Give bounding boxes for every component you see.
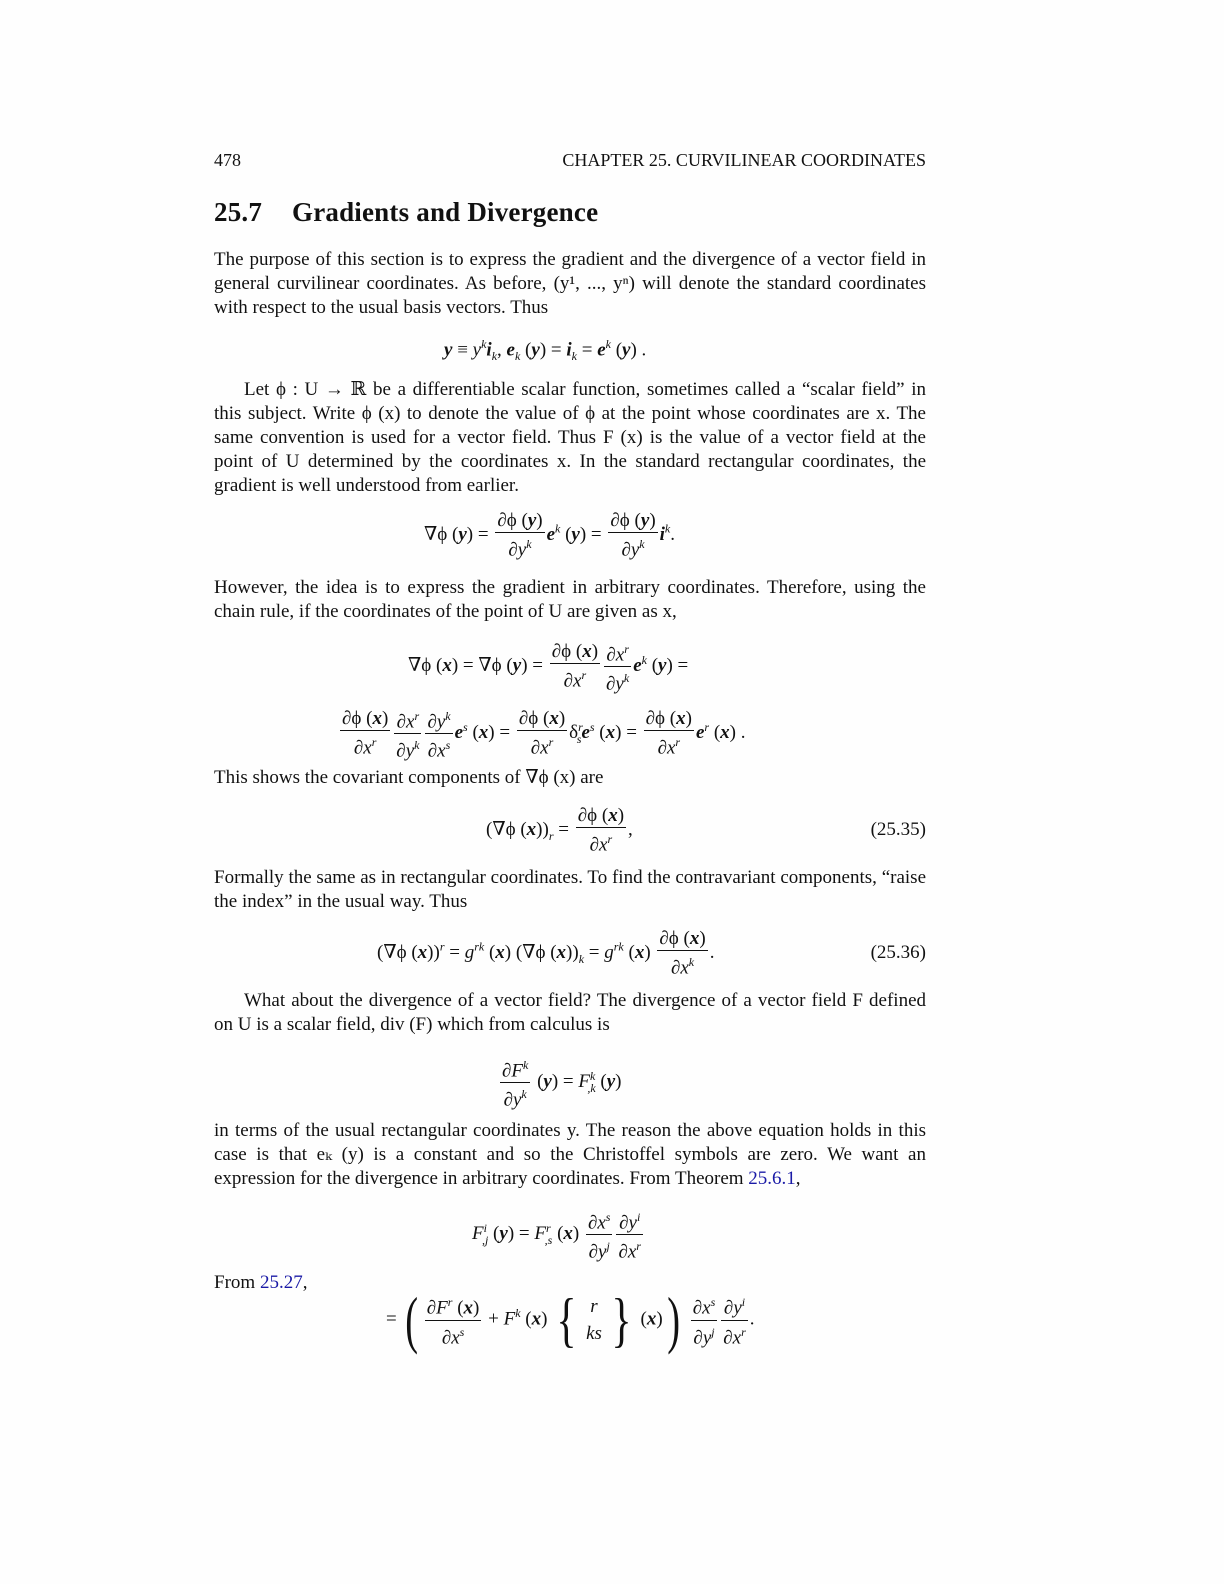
equation-covariant-components: (∇ϕ $(x))_r$ = $\frac{\partial\phi (x)}{\partial x^r}$ ,	[486, 805, 633, 856]
running-title: CHAPTER 25. CURVILINEAR COORDINATES	[562, 150, 926, 170]
equation-divergence-transform: $F^i_{,j}$ $(y) = F^r_{,s}$ (x) $\frac{\partial x^s}{\partial y^j}$ $\frac{\partial y^i}{\partial x^r}$	[472, 1210, 641, 1263]
paragraph-intro: The purpose of this section is to express the gradient and the divergence of a vector field in general curvilinear coordinates. As before, (y¹, ..., yⁿ) will denote the standard coordinates with respect to the usual basis vectors. Thus	[214, 249, 926, 318]
paragraph-covariant: This shows the covariant components of ∇ϕ (x) are	[214, 767, 604, 788]
section-number: 25.7	[214, 197, 263, 227]
equation-gradient-rectangular: ∇ϕ (y) = $\frac{\partial\phi (y)}{\partial y^k}$ $e^k$ (y) = $\frac{\partial\phi (y)}{\partial y^k}$ $i^k$.	[424, 510, 675, 561]
equation-contravariant-components: (∇ϕ $(x))^r = g^{rk}$ (x) (∇ϕ $(x))_k = g^{rk}$ (x) $\frac{\partial\phi (x)}{\partial x^k}$ .	[377, 928, 715, 979]
section-title: Gradients and Divergence	[292, 197, 599, 227]
paragraph-christoffel	[214, 1119, 926, 1191]
cross-reference-link[interactable]: 25.27	[259, 1272, 303, 1293]
equation-number-25-35: (25.35)	[870, 819, 926, 840]
paragraph-from-ref: From 25.27,	[214, 1272, 308, 1293]
equation-chain-rule-2: $\frac{\partial\phi (x)}{\partial x^r}$ $\frac{\partial x^r}{\partial y^k}$ $\frac{\partial y^k}{\partial x^s}$ $e^s$ (x) = $\frac{\partial\phi (x)}{\partial x^r}$ $\delta^r_se^s$ (x) = $\frac{\partial\phi (x)}{\partial x^r}$ $e^r$ (x) .	[342, 708, 746, 762]
paragraph-christoffel-text: in terms of the usual rectangular coordinates y. The reason the above equation holds in this case is that eₖ (y) is a constant and so the Christoffel symbols are zero. We want an expression for the divergence in arbitrary coordinates. From Theorem 25.6.1,	[214, 1120, 926, 1189]
equation-divergence-christoffel: = ( $\frac{\partial F^r (x)}{\partial x^s}$ + $F^k$ (x) { r ks } (x)) $\frac{\partial x^s}{\partial y^j}$ $\frac{\partial y^i}{\partial x^r}$ .	[386, 1284, 755, 1355]
equation-basis: $y \equiv y^ki_k$, $e_k$ $(y) = i_k = e^k$ (y) .	[444, 337, 647, 364]
page-number: 478	[214, 150, 241, 170]
cross-reference-link[interactable]: 25.6.1	[748, 1167, 796, 1189]
section-heading	[214, 197, 598, 228]
paragraph-divergence: What about the divergence of a vector field? The divergence of a vector field F defined on U is a scalar field, div (F) which from calculus is	[214, 990, 926, 1035]
paragraph-chain-rule: However, the idea is to express the gradient in arbitrary coordinates. Therefore, using the chain rule, if the coordinates of the point of U are given as x,	[214, 577, 926, 622]
equation-number-25-36: (25.36)	[870, 942, 926, 963]
equation-chain-rule-1: ∇ϕ (x) = ∇ϕ (y) = $\frac{\partial\phi (x)}{\partial x^r}$ $\frac{\partial x^r}{\partial y^k}$ $e^k$ (y) =	[408, 641, 689, 695]
paragraph-scalar-field: Let ϕ : U → ℝ be a differentiable scalar function, sometimes called a “scalar field” in this subject. Write ϕ (x) to denote the value of ϕ at the point whose coordinates are x. The same convention is used for a vector field. Thus F (x) is the value of a vector field at the point of U determined by the coordinates x. In the standard rectangular coordinates, the gradient is well understood from earlier.	[214, 379, 926, 496]
paragraph-contravariant: Formally the same as in rectangular coordinates. To find the contravariant components, “raise the index” in the usual way. Thus	[214, 867, 926, 912]
equation-divergence-rectangular: $\frac{\partial F^k}{\partial y^k}$ $(y) = F^k_{,k}$ (y)	[502, 1058, 622, 1111]
